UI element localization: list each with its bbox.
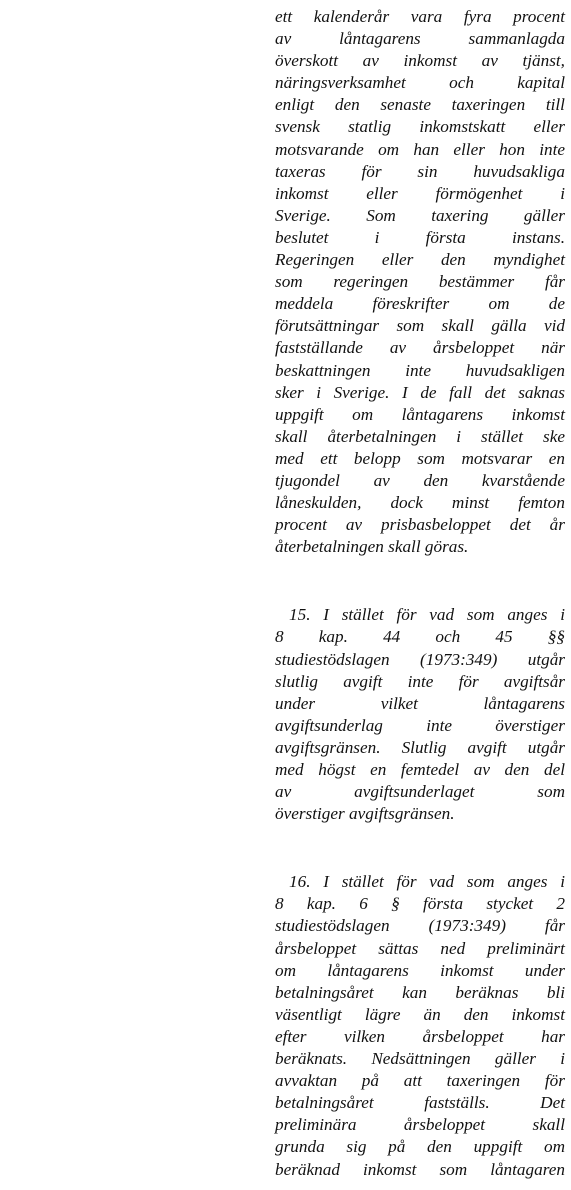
word: beräknats. (275, 1049, 348, 1069)
word: inkomst (275, 183, 329, 203)
word: som (417, 448, 445, 468)
word: 15. (289, 605, 311, 625)
text-line (275, 715, 565, 737)
word: procent (513, 7, 565, 26)
word: av (362, 51, 379, 71)
word: sker (275, 382, 304, 402)
word: I (323, 872, 329, 892)
word: §§ (547, 627, 565, 647)
word: stället (341, 872, 384, 892)
word: femtedel (400, 760, 460, 779)
word: Det (540, 1093, 565, 1113)
word: enligt (275, 95, 315, 115)
text-line (275, 1048, 565, 1070)
word: regeringen (333, 272, 409, 292)
text-line (275, 893, 565, 915)
word: vilket (380, 693, 418, 713)
word: myndighet (493, 250, 565, 270)
text-line (275, 227, 565, 249)
paragraph-gap (275, 825, 565, 871)
word: avgift (467, 737, 507, 757)
word: 44 (383, 627, 401, 647)
text-line (275, 871, 565, 893)
word: för (544, 1071, 565, 1091)
word: av (275, 29, 292, 49)
word: avvaktan (275, 1071, 338, 1091)
word: den (504, 760, 530, 779)
word: taxeringen (446, 1071, 521, 1091)
text-line (275, 382, 565, 404)
word: det (509, 515, 531, 535)
word: i (560, 1049, 565, 1069)
word: årsbeloppet (433, 338, 515, 358)
word: i (560, 872, 565, 892)
word: årsbeloppet (422, 1026, 504, 1046)
text-line (275, 315, 565, 337)
text-line (275, 50, 565, 72)
text-line (275, 803, 565, 825)
word: inkomst (362, 1159, 417, 1179)
word: avgiftsunderlaget (354, 782, 475, 802)
word: kalenderår (313, 7, 390, 26)
word: gäller (494, 1049, 536, 1069)
word: inkomstskatt (419, 117, 506, 137)
text-line (275, 448, 565, 470)
word: kan (402, 982, 427, 1002)
word: för (458, 671, 479, 691)
word: motsvarar (461, 448, 533, 468)
text-line (275, 6, 565, 28)
word: instans. (511, 227, 565, 247)
word: efter (275, 1026, 307, 1046)
word: i (456, 426, 462, 446)
word: bestämmer (438, 272, 515, 292)
word: fall (449, 382, 473, 402)
text-column (275, 6, 565, 1181)
word: får (544, 916, 565, 936)
word: som (466, 605, 495, 625)
word: vara (410, 7, 443, 26)
text-line (275, 693, 565, 715)
word: gälla (491, 316, 527, 336)
word: inte (405, 360, 431, 380)
text-line (275, 1136, 565, 1158)
word: han (413, 139, 440, 159)
text-line (275, 1159, 565, 1181)
word: § (391, 894, 400, 914)
word: första (425, 227, 466, 247)
text-line (275, 1092, 565, 1114)
word: till (545, 95, 565, 115)
word: låneskulden, (275, 493, 362, 513)
word: som (466, 872, 495, 892)
word: låntagarens (483, 693, 565, 713)
word: statlig (348, 117, 392, 137)
word: om (352, 404, 374, 424)
word: beräknas (455, 982, 519, 1002)
word: meddela (275, 294, 334, 314)
word: som (439, 1159, 468, 1179)
word: Nedsättningen (371, 1049, 471, 1069)
text-line (275, 626, 565, 648)
word: betalningsåret (275, 982, 374, 1002)
text-line (275, 139, 565, 161)
paragraph-15 (275, 604, 565, 825)
text-line (275, 982, 565, 1004)
word: årsbeloppet (275, 938, 357, 958)
word: väsentligt (275, 1004, 342, 1024)
text-line (275, 671, 565, 693)
word: lägre (364, 1004, 401, 1024)
word: Regeringen (275, 250, 355, 270)
word: skall (441, 316, 474, 336)
word: Sverige. (333, 382, 390, 402)
word: 8 (275, 894, 284, 914)
word: vad (429, 605, 455, 625)
text-line (275, 404, 565, 426)
word: preliminära (275, 1115, 357, 1135)
word: 16. (289, 872, 311, 892)
word: prisbasbeloppet (380, 515, 491, 535)
text-line (275, 960, 565, 982)
word: eller (533, 117, 565, 137)
word: de (420, 382, 437, 402)
paragraph-gap (275, 558, 565, 604)
word: Slutlig (401, 737, 447, 757)
word: vilken (343, 1026, 385, 1046)
word: Sverige. (275, 205, 331, 225)
word: fastställs. (424, 1093, 490, 1113)
word: högst (318, 760, 356, 779)
word: senaste (380, 95, 431, 115)
word: hon (499, 139, 525, 159)
word: uppgift (275, 404, 324, 424)
word: (1973:349) (420, 649, 498, 669)
text-line (275, 1070, 565, 1092)
word: grunda (275, 1137, 325, 1157)
word: sin (417, 161, 438, 181)
word: femton (518, 493, 565, 513)
text-line (275, 492, 565, 514)
word: för (396, 872, 417, 892)
word: som (275, 272, 303, 292)
word: inte (539, 139, 565, 159)
word: på (388, 1137, 406, 1157)
word: 2 (556, 894, 565, 914)
word: överstiger (495, 715, 565, 735)
text-line (275, 1004, 565, 1026)
word: av (275, 782, 292, 802)
word: uppgift (473, 1137, 523, 1157)
word: har (541, 1026, 565, 1046)
word: av (473, 760, 490, 779)
word: skall (275, 426, 308, 446)
word: skall (532, 1115, 565, 1135)
word: utgår (527, 737, 565, 757)
word: inkomst (511, 404, 565, 424)
text-line (275, 161, 565, 183)
word: den (334, 95, 360, 115)
word: eller (366, 183, 398, 203)
text-line (275, 426, 565, 448)
word: beräknad (275, 1159, 340, 1179)
word: eller (381, 250, 414, 270)
word: beslutet (275, 227, 329, 247)
word: och (449, 73, 474, 93)
word: studiestödslagen (275, 916, 390, 936)
word: stycket (486, 894, 534, 914)
text-line (275, 915, 565, 937)
word: när (541, 338, 565, 358)
word: fyra (463, 7, 492, 26)
text-line (275, 1114, 565, 1136)
word: överskott (275, 51, 339, 71)
word: vad (429, 872, 455, 892)
word: kap. (306, 894, 336, 914)
word: näringsverksamhet (275, 73, 406, 93)
word: av (373, 470, 390, 490)
word: de (548, 294, 565, 314)
word: kapital (517, 73, 565, 93)
word: ske (543, 426, 565, 446)
word: betalningsåret (275, 1093, 374, 1113)
text-line (275, 649, 565, 671)
word: om (378, 139, 400, 159)
word: inte (426, 715, 452, 735)
word: avgiftsår (503, 671, 565, 691)
word: kap. (318, 627, 348, 647)
word: tjänst, (522, 51, 565, 71)
text-line (275, 116, 565, 138)
text-line (275, 938, 565, 960)
word: att (403, 1071, 422, 1091)
word: under (524, 960, 565, 980)
word: låntagaren (490, 1159, 565, 1179)
text-line (275, 759, 565, 781)
paragraph-16 (275, 871, 565, 1180)
word: huvudsakliga (473, 161, 565, 181)
word: för (361, 161, 382, 181)
text-line (275, 337, 565, 359)
word: ett (275, 7, 293, 26)
word: anges (507, 605, 548, 625)
word: 45 (495, 627, 513, 647)
word: svensk (275, 117, 320, 137)
word: på (361, 1071, 379, 1091)
word: inkomst (440, 960, 494, 980)
word: år (549, 515, 565, 535)
word: I (323, 605, 329, 625)
word: av (481, 51, 498, 71)
text-line (275, 604, 565, 626)
word: en (370, 760, 387, 779)
word: dock (390, 493, 423, 513)
word: av (389, 338, 407, 358)
word: i (374, 227, 380, 247)
word: föreskrifter (372, 294, 450, 314)
word: utgår (527, 649, 565, 669)
word: återbetalningen skall göras. (275, 537, 469, 557)
word: om (488, 294, 510, 314)
word: saknas (518, 382, 565, 402)
word: årsbeloppet (403, 1115, 486, 1135)
word: eller (453, 139, 485, 159)
word: ned (440, 938, 466, 958)
word: förutsättningar (275, 316, 380, 336)
word: första (422, 894, 464, 914)
word: studiestödslagen (275, 649, 390, 669)
word: kvarstående (481, 470, 565, 490)
word: låntagarens (401, 404, 484, 424)
word: om (543, 1137, 565, 1157)
word: Som (366, 205, 396, 225)
word: avgiftsunderlag (275, 715, 383, 735)
word: taxeringen (451, 95, 526, 115)
word: den (463, 1004, 489, 1024)
word: fastställande (275, 338, 363, 358)
word: taxering (431, 205, 489, 225)
word: del (543, 760, 565, 779)
word: en (548, 448, 565, 468)
word: i (560, 183, 565, 203)
word: tjugondel (275, 470, 340, 490)
word: som (396, 316, 425, 336)
word: förmögenhet (435, 183, 523, 203)
word: I (402, 382, 408, 402)
word: avgiftsgränsen. (275, 737, 381, 757)
word: med (275, 760, 304, 779)
word: bli (546, 982, 565, 1002)
word: gäller (523, 205, 565, 225)
word: som (537, 782, 565, 802)
word: avgift (343, 671, 383, 691)
word: låntagarens (339, 29, 421, 49)
word: i (316, 382, 321, 402)
word: belopp (353, 448, 401, 468)
text-line (275, 205, 565, 227)
word: slutlig (275, 671, 318, 691)
text-line (275, 271, 565, 293)
text-line (275, 249, 565, 271)
word: motsvarande (275, 139, 364, 159)
text-line (275, 514, 565, 536)
text-line (275, 94, 565, 116)
word: under (275, 693, 316, 713)
word: (1973:349) (428, 916, 506, 936)
word: procent (275, 515, 327, 535)
word: låntagarens (327, 960, 409, 980)
word: vid (544, 316, 565, 336)
word: av (345, 515, 363, 535)
word: huvudsakligen (465, 360, 565, 380)
text-line (275, 536, 565, 558)
text-line (275, 360, 565, 382)
word: överstiger avgiftsgränsen. (275, 804, 455, 824)
word: sig (346, 1137, 367, 1157)
word: sättas (378, 938, 419, 958)
word: 6 (359, 894, 368, 914)
word: preliminärt (487, 938, 565, 958)
text-line (275, 470, 565, 492)
word: stället (341, 605, 384, 625)
text-line (275, 737, 565, 759)
text-line (275, 72, 565, 94)
word: inkomst (403, 51, 457, 71)
word: än (423, 1004, 441, 1024)
word: den (423, 470, 449, 490)
word: för (396, 605, 417, 625)
word: och (435, 627, 461, 647)
word: i (560, 605, 565, 625)
text-line (275, 293, 565, 315)
word: beskattningen (275, 360, 371, 380)
word: inte (407, 671, 434, 691)
text-line (275, 1026, 565, 1048)
word: 8 (275, 627, 284, 647)
word: inkomst (511, 1004, 565, 1024)
text-line (275, 183, 565, 205)
word: den (427, 1137, 452, 1157)
text-line (275, 781, 565, 803)
word: om (275, 960, 297, 980)
text-line (275, 28, 565, 50)
word: ett (320, 448, 338, 468)
word: återbetalningen (327, 426, 437, 446)
word: sammanlagda (468, 29, 565, 49)
word: det (484, 382, 506, 402)
word: stället (481, 426, 524, 446)
word: taxeras (275, 161, 326, 181)
word: får (544, 272, 565, 292)
word: minst (451, 493, 490, 513)
paragraph-14-continued (275, 6, 565, 558)
word: med (275, 448, 304, 468)
word: den (440, 250, 466, 270)
word: anges (507, 872, 548, 892)
